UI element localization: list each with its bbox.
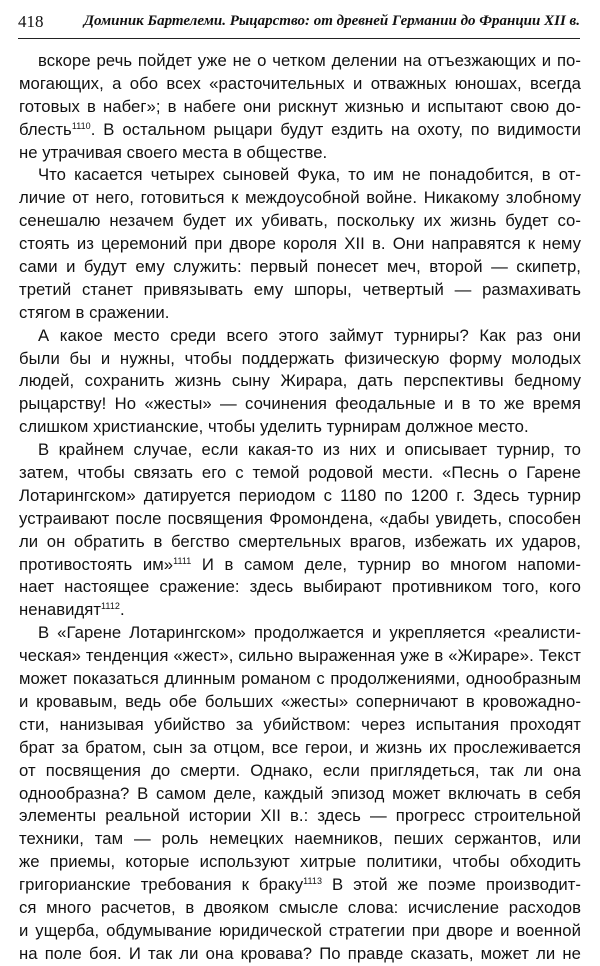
text-line xyxy=(19,783,581,806)
text-line xyxy=(19,599,581,622)
text-run: нает настоящее сражение: здесь выбирают противником того, кого xyxy=(19,577,581,597)
text-run: техники, там — роль немецких наемников, пеших сержантов, или xyxy=(19,829,581,849)
text-run: ненавидят xyxy=(19,600,102,620)
text-run: В крайнем случае, если какая-то из них и описывает турнир, то xyxy=(38,440,581,460)
text-run: ли он обратить в бегство смертельных врагов, избежать их ударов, xyxy=(19,531,581,551)
text-run: устраивают после посвящения Фромондена, «дабы увидеть, способен xyxy=(19,508,581,528)
text-line xyxy=(19,576,581,599)
text-line xyxy=(19,828,581,851)
text-run: же приемы, которые используют хитрые политики, чтобы обходить xyxy=(19,852,581,872)
text-line xyxy=(19,187,581,210)
text-line xyxy=(19,554,581,577)
text-run: слишком христианские, чтобы уделить турнирам должное место. xyxy=(19,417,529,437)
text-run: вскоре речь пойдет уже не о четком делении на отъезжающих и по- xyxy=(38,51,581,70)
text-run: готовых в набег»; в набеге они рискнут жизнью и испытают свою до- xyxy=(19,96,581,116)
text-run: Лотарингском» датируется периодом с 1180 по 1200 г. Здесь турнир xyxy=(19,485,581,505)
footnote-ref: 1113 xyxy=(303,876,323,887)
text-line xyxy=(19,233,581,256)
text-run: А какое место среди всего этого займут турниры? Как раз они xyxy=(38,325,581,345)
text-line xyxy=(19,805,581,828)
text-line xyxy=(19,668,581,691)
text-run: противостоять им» xyxy=(19,554,174,574)
text-run: григорианские требования к браку xyxy=(19,875,304,895)
text-run: не утрачивая своего места в обществе. xyxy=(19,142,328,162)
text-line xyxy=(19,645,581,668)
paragraph-p1 xyxy=(19,50,581,164)
text-line xyxy=(19,73,581,96)
text-run: и кровавым, ведь обе больших «жесты» соперничают в кровожадно- xyxy=(19,691,581,711)
page-number: 418 xyxy=(18,12,44,31)
text-line xyxy=(19,256,581,279)
text-line xyxy=(19,416,581,439)
footnote-ref: 1111 xyxy=(173,555,192,566)
text-run: . xyxy=(119,600,125,620)
text-line xyxy=(19,439,581,462)
text-line xyxy=(19,874,581,897)
text-run: . В остальном рыцари будут ездить на охоту, по видимости xyxy=(90,119,581,139)
text-line xyxy=(19,531,581,554)
text-line xyxy=(19,943,581,966)
paragraph-p4 xyxy=(19,439,581,622)
text-line xyxy=(19,164,581,187)
text-run: третий станет привязывать ему шпоры, четвертый — размахивать xyxy=(19,279,581,299)
text-line xyxy=(19,920,581,943)
text-run: В этой же поэме производит- xyxy=(322,875,581,895)
text-run: затем, чтобы связать его с темой родовой мести. «Песнь о Гарене xyxy=(19,463,581,483)
paragraph-p2 xyxy=(19,164,581,324)
text-run: В «Гарене Лотарингском» продолжается и укрепляется «реалисти- xyxy=(38,623,581,643)
text-run: Что касается четырех сыновей Фука, то им не понадобится, в от- xyxy=(38,165,581,185)
text-run: были бы и нужны, чтобы поддержать физическую форму молодых xyxy=(19,348,581,368)
text-line xyxy=(19,142,581,165)
text-run: рыцарству! Но «жесты» — сочинения феодальные и в то же время xyxy=(19,394,581,414)
text-line xyxy=(19,622,581,645)
text-line xyxy=(19,462,581,485)
text-run: личие от него, готовиться к междоусобной войне. Никакому злобному xyxy=(19,188,581,208)
text-line xyxy=(19,348,581,371)
footnote-ref: 1112 xyxy=(101,601,120,612)
text-line xyxy=(19,485,581,508)
page-header xyxy=(18,8,580,40)
text-run: ся много расчетов, в двояком смысле слова: исчисление расходов xyxy=(19,897,581,917)
text-run: однообразна? В самом деле, каждый эпизод может включать в себя xyxy=(19,783,581,803)
body-text xyxy=(19,50,581,966)
footnote-ref: 1110 xyxy=(71,120,91,131)
text-run: блесть xyxy=(19,119,72,139)
text-run: людей, сохранить жизнь сыну Жирара, дать перспективы бедному xyxy=(19,371,581,391)
text-run: сами и будут ему служить: первый понесет меч, второй — скипетр, xyxy=(19,257,581,277)
text-run: брат за братом, сын за отцом, все герои, и жизнь их прослеживается xyxy=(19,737,581,757)
text-line xyxy=(19,508,581,531)
running-title: Доминик Бартелеми. Рыцарство: от древней Германии до Франции XII в. xyxy=(83,13,580,29)
text-line xyxy=(19,210,581,233)
text-run: могающих, а обо всех «расточительных и отважных юношах, всегда xyxy=(19,73,581,93)
text-run: может показаться длинным романом с продолжениями, однообразным xyxy=(19,669,581,689)
paragraph-p3 xyxy=(19,325,581,439)
text-run: элементы реальной истории XII в.: здесь — прогресс строительной xyxy=(19,806,581,826)
text-run: И в самом деле, турнир во многом напоми- xyxy=(191,554,581,574)
text-line xyxy=(19,50,581,73)
text-line xyxy=(19,302,581,325)
text-run: сти, нанизывая убийство за убийством: через испытания проходят xyxy=(19,714,581,734)
text-run: ческая» тенденция «жест», сильно выраженная уже в «Жираре». Текст xyxy=(19,646,581,666)
text-run: стягом в сражении. xyxy=(19,302,170,322)
text-line xyxy=(19,714,581,737)
text-run: сенешалю незачем будет их убивать, поскольку их жизнь будет со- xyxy=(19,211,581,231)
text-line xyxy=(19,325,581,348)
text-run: на поле боя. И так ли она кровава? По правде сказать, может ли не xyxy=(19,943,581,963)
header-rule xyxy=(18,38,580,39)
text-run: и ущерба, обдумывание юридической стратегии при дворе и военной xyxy=(19,920,581,940)
text-line xyxy=(19,96,581,119)
text-run: от посвящения до смерти. Однако, если приглядеться, так ли она xyxy=(19,760,581,780)
text-line xyxy=(19,393,581,416)
text-line xyxy=(19,897,581,920)
text-line xyxy=(19,119,581,142)
text-line xyxy=(19,691,581,714)
text-line xyxy=(19,737,581,760)
paragraph-p5 xyxy=(19,622,581,965)
text-line xyxy=(19,851,581,874)
text-line xyxy=(19,279,581,302)
text-run: стоять из церемоний при дворе короля XII в. Они направятся к нему xyxy=(19,234,581,254)
text-line xyxy=(19,370,581,393)
text-line xyxy=(19,760,581,783)
